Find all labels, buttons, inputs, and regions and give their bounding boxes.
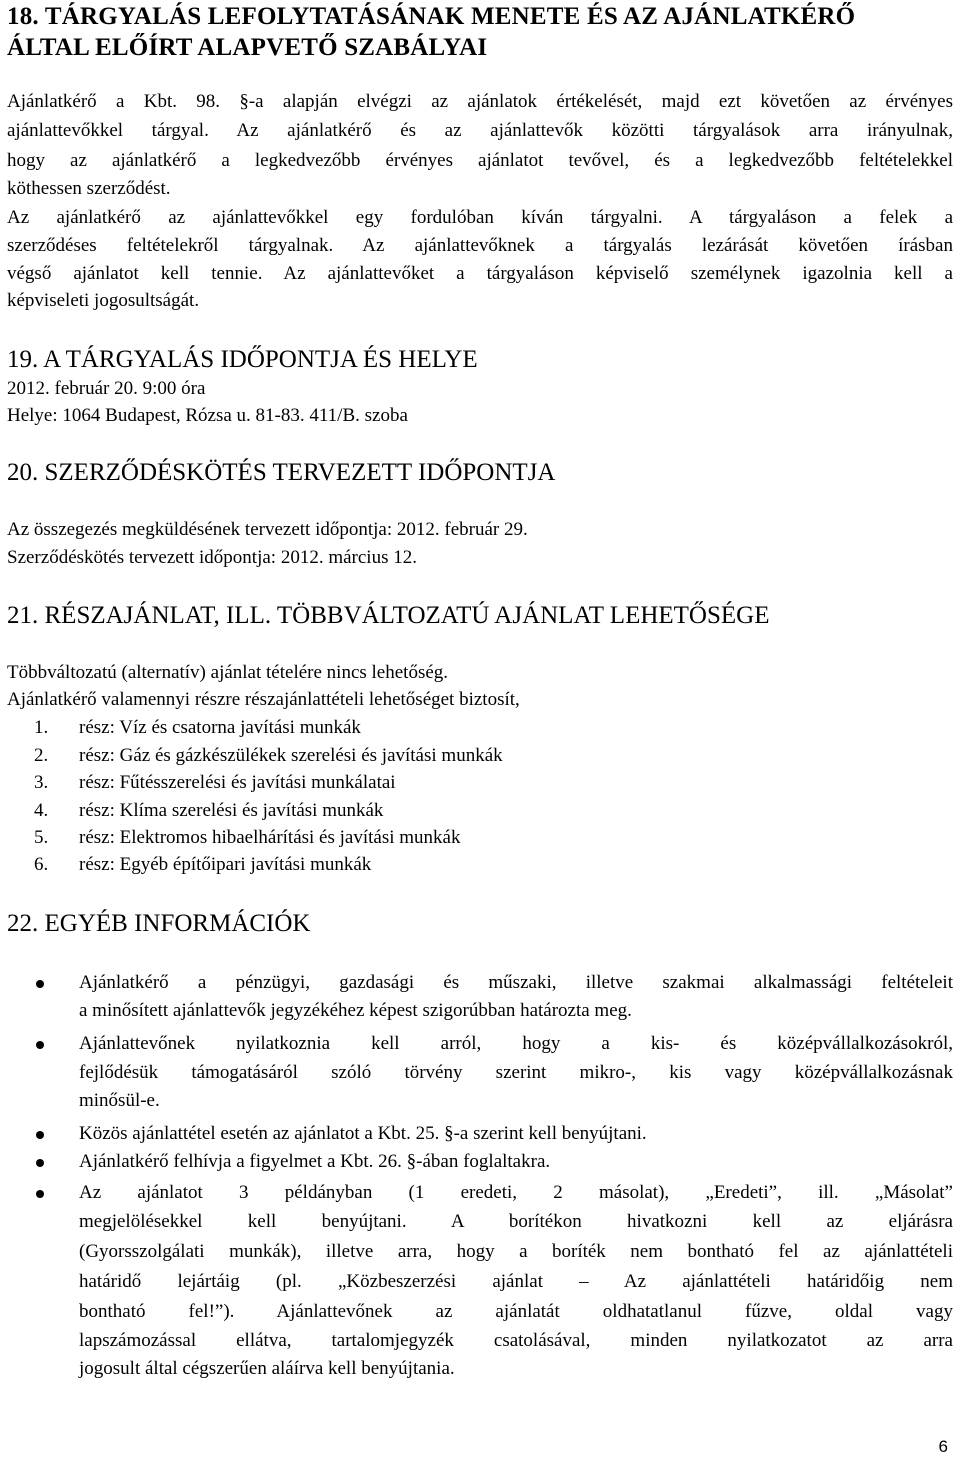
list-item-number: 2. <box>34 745 49 766</box>
section-18-title-line2: ÁLTAL ELŐÍRT ALAPVETŐ SZABÁLYAI <box>7 34 488 61</box>
bullet-line: (Gyorsszolgálati munkák), illetve arra, hogy a boríték nem bontható fel az ajánlattételi <box>79 1241 953 1262</box>
bullet-line: jogosult által cégszerűen aláírva kell benyújtania. <box>79 1358 455 1379</box>
section-19-title: 19. A TÁRGYALÁS IDŐPONTJA ÉS HELYE <box>7 346 478 373</box>
list-item: rész: Fűtésszerelési és javítási munkálatai <box>79 772 396 793</box>
section-18-paragraph-line: Az ajánlatkérő az ajánlattevőkkel egy fordulóban kíván tárgyalni. A tárgyaláson a felek a <box>7 207 953 228</box>
section-18-paragraph-line: hogy az ajánlatkérő a legkedvezőbb érvényes ajánlatot tevővel, és a legkedvezőbb feltételekkel <box>7 150 953 171</box>
page-number: 6 <box>938 1437 948 1456</box>
bullet-icon <box>36 1041 44 1049</box>
bullet-icon <box>36 1190 44 1198</box>
bullet-line: Ajánlatkérő felhívja a figyelmet a Kbt. 26. §-ában foglaltakra. <box>79 1151 551 1172</box>
bullet-line: Az ajánlatot 3 példányban (1 eredeti, 2 másolat), „Eredeti”, ill. „Másolat” <box>79 1182 953 1203</box>
bullet-icon <box>36 1159 44 1167</box>
section-22-title: 22. EGYÉB INFORMÁCIÓK <box>7 910 311 937</box>
section-19-date: 2012. február 20. 9:00 óra <box>7 378 206 399</box>
section-18-paragraph-line: képviseleti jogosultságát. <box>7 290 200 311</box>
section-20-contract-date: Szerződéskötés tervezett időpontja: 2012. március 12. <box>7 547 417 568</box>
section-21-line1: Többváltozatú (alternatív) ajánlat tételére nincs lehetőség. <box>7 662 449 683</box>
section-18-paragraph-line: szerződéses feltételekről tárgyalnak. Az ajánlattevőknek a tárgyalás lezárását követően írásban <box>7 235 953 256</box>
bullet-line: határidő lejártáig (pl. „Közbeszerzési ajánlat – Az ajánlattételi határidőig nem <box>79 1271 953 1292</box>
list-item-number: 3. <box>34 772 49 793</box>
section-18-paragraph-line: végső ajánlatot kell tennie. Az ajánlattevőket a tárgyaláson képviselő személynek igazolnia kell a <box>7 263 953 284</box>
list-item: rész: Víz és csatorna javítási munkák <box>79 717 361 738</box>
section-18-title-line1: 18. TÁRGYALÁS LEFOLYTATÁSÁNAK MENETE ÉS AZ AJÁNLATKÉRŐ <box>7 3 856 30</box>
bullet-line: Ajánlattevőnek nyilatkoznia kell arról, hogy a kis- és középvállalkozásokról, <box>79 1033 953 1054</box>
list-item: rész: Gáz és gázkészülékek szerelési és javítási munkák <box>79 745 503 766</box>
section-18-paragraph-line: köthessen szerződést. <box>7 178 171 199</box>
list-item-number: 4. <box>34 800 49 821</box>
bullet-icon <box>36 1131 44 1139</box>
bullet-line: a minősített ajánlattevők jegyzékéhez képest szigorúbban határozta meg. <box>79 1000 632 1021</box>
list-item: rész: Elektromos hibaelhárítási és javítási munkák <box>79 827 461 848</box>
bullet-line: lapszámozással ellátva, tartalomjegyzék csatolásával, minden nyilatkozatot az arra <box>79 1330 953 1351</box>
list-item-number: 5. <box>34 827 49 848</box>
section-21-line2: Ajánlatkérő valamennyi részre részajánlattételi lehetőséget biztosít, <box>7 689 520 710</box>
section-18-paragraph-line: Ajánlatkérő a Kbt. 98. §-a alapján elvégzi az ajánlatok értékelését, majd ezt követően az érvényes <box>7 91 953 112</box>
bullet-line: minősül-e. <box>79 1090 160 1111</box>
section-20-summary-date: Az összegezés megküldésének tervezett időpontja: 2012. február 29. <box>7 519 528 540</box>
bullet-line: megjelölésekkel kell benyújtani. A borítékon hivatkozni kell az eljárásra <box>79 1211 953 1232</box>
list-item: rész: Egyéb építőipari javítási munkák <box>79 854 372 875</box>
section-19-place: Helye: 1064 Budapest, Rózsa u. 81-83. 411/B. szoba <box>7 405 408 426</box>
list-item-number: 6. <box>34 854 49 875</box>
list-item: rész: Klíma szerelési és javítási munkák <box>79 800 384 821</box>
bullet-line: Közös ajánlattétel esetén az ajánlatot a Kbt. 25. §-a szerint kell benyújtani. <box>79 1123 647 1144</box>
list-item-number: 1. <box>34 717 49 738</box>
section-21-title: 21. RÉSZAJÁNLAT, ILL. TÖBBVÁLTOZATÚ AJÁNLAT LEHETŐSÉGE <box>7 602 770 629</box>
bullet-icon <box>36 980 44 988</box>
bullet-line: bontható fel!”). Ajánlattevőnek az ajánlatát oldhatatlanul fűzve, oldal vagy <box>79 1301 953 1322</box>
bullet-line: fejlődésük támogatásáról szóló törvény szerint mikro-, kis vagy középvállalkozásnak <box>79 1062 953 1083</box>
bullet-line: Ajánlatkérő a pénzügyi, gazdasági és műszaki, illetve szakmai alkalmassági feltételeit <box>79 972 953 993</box>
section-18-paragraph-line: ajánlattevőkkel tárgyal. Az ajánlatkérő és az ajánlattevők közötti tárgyalások arra irányulnak, <box>7 120 953 141</box>
section-20-title: 20. SZERZŐDÉSKÖTÉS TERVEZETT IDŐPONTJA <box>7 459 556 486</box>
